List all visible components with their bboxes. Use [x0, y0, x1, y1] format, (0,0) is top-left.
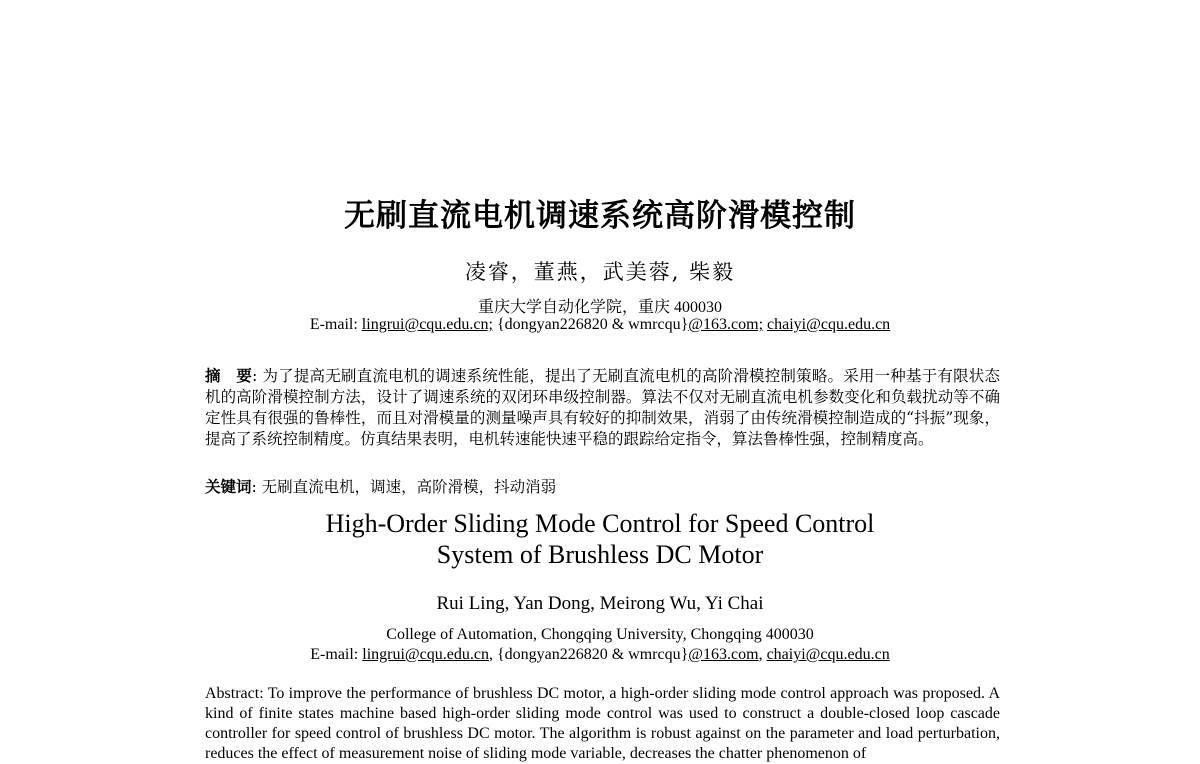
- chinese-title: 无刷直流电机调速系统高阶滑模控制: [344, 198, 856, 234]
- english-email-line: [0, 646, 1200, 664]
- email-link-lingrui[interactable]: lingrui@cqu.edu.cn: [362, 646, 489, 663]
- email-prefix: E-mail:: [310, 646, 363, 663]
- keywords-label: 关键词: [205, 478, 252, 496]
- email-prefix: E-mail:: [309, 316, 362, 333]
- chinese-abstract: [205, 366, 1000, 450]
- email-link-chaiyi[interactable]: chaiyi@cqu.edu.cn: [767, 316, 891, 333]
- english-title: [0, 508, 1200, 570]
- chinese-affiliation: 重庆大学自动化学院，重庆 400030: [477, 299, 722, 316]
- chinese-keywords: [205, 477, 1000, 498]
- email-link-163[interactable]: @163.com: [688, 646, 759, 663]
- abstract-label: 摘 要: [205, 367, 253, 385]
- chinese-authors: 凌睿，董燕，武美蓉, 柴毅: [464, 260, 736, 284]
- english-abstract: Abstract: To improve the performance of brushless DC motor, a high-order sliding mode control approach was proposed. A kind of finite states machine based high-order sliding mode control was used to construct a double-closed loop cascade controller for speed control of brushless DC motor. The algorithm is robust against on the parameter and load perturbation, reduces the effect of measurement noise of sliding mode variable, decreases the chatter phenomenon of: [205, 685, 1000, 762]
- english-title-line-1: High-Order Sliding Mode Control for Speed Control: [325, 509, 875, 538]
- english-title-line-2: System of Brushless DC Motor: [436, 540, 764, 569]
- email-separator: ,: [758, 646, 767, 663]
- email-group: , {dongyan226820 & wmrcqu}: [488, 646, 689, 663]
- email-link-chaiyi[interactable]: chaiyi@cqu.edu.cn: [766, 646, 890, 663]
- chinese-email-line: [0, 316, 1200, 334]
- keywords-body: : 无刷直流电机，调速，高阶滑模，抖动消弱: [251, 478, 557, 496]
- english-affiliation: College of Automation, Chongqing University, Chongqing 400030: [386, 626, 814, 643]
- english-authors: Rui Ling, Yan Dong, Meirong Wu, Yi Chai: [436, 593, 764, 614]
- email-link-lingrui[interactable]: lingrui@cqu.edu.cn;: [361, 316, 493, 333]
- email-link-163[interactable]: @163.com;: [688, 316, 764, 333]
- abstract-body: : 为了提高无刷直流电机的调速系统性能，提出了无刷直流电机的高阶滑模控制策略。采用一种基于有限状态机的高阶滑模控制方法，设计了调速系统的双闭环串级控制器。算法不仅对无刷直流电机参数变化和负载扰动等不确定性具有很强的鲁棒性，而且对滑模量的测量噪声具有较好的抑制效果，消弱了由传统滑模控制造成的“抖振”现象，提高了系统控制精度。仿真结果表明，电机转速能快速平稳的跟踪给定指令，算法鲁棒性强，控制精度高。: [205, 367, 1000, 448]
- email-group: {dongyan226820 & wmrcqu}: [492, 316, 689, 333]
